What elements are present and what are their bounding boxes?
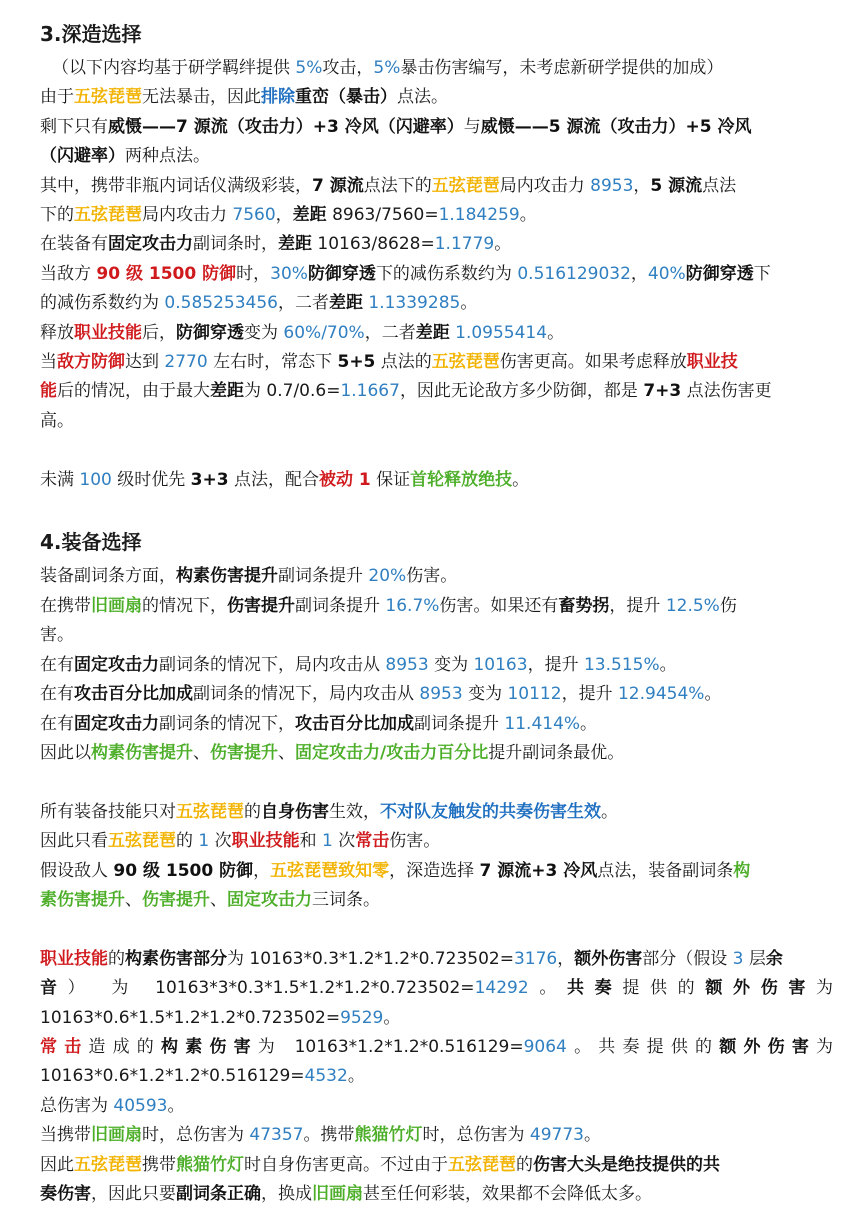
text-run: 、 (193, 742, 210, 763)
weapon-name: 五弦琵琶致知零 (270, 860, 390, 881)
text-run: ，二者 (364, 322, 416, 343)
bold-term: 5 源流 (650, 175, 703, 196)
text-run: 在装备有 (40, 234, 108, 255)
weapon-name: 五弦琵琶 (431, 352, 500, 373)
skill-highlight: 职业技能 (40, 948, 108, 969)
text-run: 暴击伤害编写，未考虑新研学提供的加成） (400, 58, 724, 78)
text-run: 。 (519, 205, 537, 226)
text-run: ，二者 (277, 293, 329, 314)
text-run: 因此以 (40, 742, 91, 763)
weapon-name: 五弦琵琶 (431, 175, 500, 196)
text-run: 为 10163*0.3*1.2*1.2*0.723502= (227, 948, 514, 969)
value-highlight: 3176 (513, 948, 558, 969)
text-run: 10163*0.6*1.2*1.2*0.516129= (40, 1066, 305, 1087)
text-line (40, 827, 833, 856)
text-run: 和 (299, 831, 323, 852)
weapon-name: 五弦琵琶 (448, 1154, 516, 1175)
text-run: 点法，装备副词条 (597, 860, 734, 881)
text-run: 。携带 (303, 1125, 355, 1146)
text-line (40, 1151, 833, 1180)
value-highlight: 9064 (523, 1036, 567, 1057)
text-run: ， (633, 175, 651, 196)
note-highlight: 排除 (261, 87, 295, 108)
bold-term: 防御穿透 (685, 263, 754, 284)
text-run: 在有 (40, 684, 74, 705)
text-run: 次 (332, 831, 356, 852)
bold-term: 差距 (292, 205, 327, 226)
text-line (40, 798, 833, 827)
item-highlight: 伤害提升 (210, 742, 278, 763)
text-line (40, 289, 833, 318)
text-run: 的 (108, 948, 125, 969)
note-highlight: 不对队友触发的共奏伤害生效 (380, 801, 601, 822)
text-line (40, 886, 833, 915)
item-highlight: 伤害提升 (142, 889, 210, 910)
bold-term: 额外伤害 (574, 948, 643, 969)
text-run: 点法伤害更 (681, 381, 772, 402)
text-run: 点法下的 (363, 175, 432, 196)
text-line (40, 562, 833, 591)
item-highlight: 固定攻击力 (227, 889, 312, 910)
text-run: ，因此只要 (91, 1183, 176, 1204)
skill-highlight: 职业技能 (74, 322, 142, 343)
skill-highlight: 常击 (40, 1036, 89, 1057)
text-line (40, 680, 833, 709)
text-run: 。 (347, 1066, 365, 1087)
text-run: 为 0.7/0.6= (244, 381, 341, 402)
text-run: 伤害更高。如果考虑释放 (499, 352, 687, 373)
text-line (40, 945, 833, 974)
text-run: ，提升 (527, 654, 584, 675)
text-run: 次 (209, 831, 232, 852)
weapon-name: 五弦琵琶 (108, 831, 176, 852)
value-highlight: 12.9454% (617, 684, 705, 705)
text-run: 副词条时， (193, 234, 278, 255)
text-run: 攻击， (322, 58, 374, 78)
value-highlight: 3 (732, 948, 744, 969)
text-line (40, 1180, 833, 1209)
weapon-name: 五弦琵琶 (74, 205, 142, 226)
bold-term: 伤害提升 (227, 595, 295, 616)
text-run: 与 (463, 116, 481, 137)
text-line (40, 710, 833, 739)
text-run: ，提升 (561, 684, 618, 705)
skill-highlight: 职业技 (686, 352, 738, 373)
text-run: 。 (494, 234, 512, 255)
text-line (40, 201, 833, 230)
text-run: 下 (753, 263, 771, 284)
text-run: ， (630, 263, 648, 284)
text-run: 伤害。如果还有 (439, 595, 559, 616)
text-run: 时， (236, 263, 271, 284)
text-run: 生效， (329, 801, 380, 822)
section-body-deep-study (40, 54, 833, 524)
text-run: 点法，配合 (228, 469, 319, 490)
skill-highlight: 常击 (355, 831, 390, 852)
text-run: 后的情况，由于最大 (57, 381, 210, 402)
text-run: 的 (244, 801, 261, 822)
text-run: 装备副词条方面， (40, 566, 176, 587)
text-run: 剩下只有 (40, 116, 108, 137)
skill-highlight: 被动 1 (318, 469, 371, 490)
text-line (40, 1092, 833, 1121)
text-line (40, 113, 833, 142)
value-highlight: 1.1779 (434, 234, 495, 255)
value-highlight: 47357 (249, 1125, 304, 1146)
text-line (40, 1004, 833, 1033)
value-highlight: 20% (368, 566, 407, 587)
text-run: 下的减伤系数约为 (375, 263, 518, 284)
item-highlight: 固定攻击力/攻击力百分比 (295, 742, 489, 763)
text-line (40, 260, 833, 289)
text-run: 。 (704, 684, 722, 705)
bold-term: 奏伤害 (40, 1183, 91, 1204)
text-run: 左右时，常态下 (207, 352, 338, 373)
text-run: 为 (816, 1036, 834, 1057)
bold-term: 伤害大头是绝技提供的共 (533, 1154, 720, 1175)
blank-line (40, 915, 833, 944)
text-run: 伤害。 (406, 566, 458, 587)
value-highlight: 10163 (473, 654, 528, 675)
value-highlight: 7560 (232, 205, 276, 226)
item-highlight: 构素伤害提升 (91, 742, 193, 763)
text-run: ，因此无论敌方多少防御，都是 (399, 381, 644, 402)
text-run: 在有 (40, 713, 74, 734)
text-run: ，换成 (261, 1183, 312, 1204)
value-highlight: 8953 (385, 654, 429, 675)
text-run: 。 (580, 713, 598, 734)
text-run: 点法 (702, 175, 737, 196)
text-run: 当敌方 (40, 263, 97, 284)
text-run: 、 (278, 742, 295, 763)
bold-term: 威慑——5 源流（攻击力）+5 冷风 (480, 116, 752, 137)
value-highlight: 8953 (419, 684, 463, 705)
text-line (40, 1033, 833, 1062)
value-highlight: 10112 (507, 684, 562, 705)
text-run: 时自身伤害更高。不过由于 (244, 1154, 448, 1175)
text-line (40, 621, 833, 650)
text-run: 伤 (719, 595, 737, 616)
blank-line (40, 768, 833, 797)
text-run: 副词条的情况下， (159, 713, 295, 734)
text-run: ， (557, 948, 575, 969)
text-run: 。 (601, 801, 618, 822)
section-body-equipment (40, 562, 833, 1209)
text-run: 释放 (40, 322, 74, 343)
value-highlight: 1.0955414 (455, 322, 548, 343)
text-run: 变为 (428, 654, 474, 675)
value-highlight: 30% (270, 263, 308, 284)
text-run: 两种点法。 (125, 146, 210, 167)
bold-term: 构素伤害 (161, 1036, 258, 1057)
bold-term: 共奏 (567, 978, 623, 999)
text-run: 所有装备技能只对 (40, 801, 176, 822)
bold-term: 差距 (328, 293, 363, 314)
bold-term: 差距 (415, 322, 450, 343)
value-highlight: 1.1667 (340, 381, 400, 402)
text-run: 。 (528, 978, 567, 999)
section-heading-equipment: 4.装备选择 (40, 530, 142, 555)
bold-term: 攻击百分比加成 (74, 684, 193, 705)
text-line (40, 377, 833, 406)
text-run: 级时优先 (111, 469, 191, 490)
bold-term: 自身伤害 (261, 801, 329, 822)
text-line (40, 1121, 833, 1150)
weapon-name: 五弦琵琶 (74, 1154, 142, 1175)
value-highlight: 40593 (113, 1095, 168, 1116)
bold-term: 7+3 (643, 381, 682, 402)
text-line (40, 83, 833, 112)
item-highlight: 旧画扇 (91, 1125, 142, 1146)
text-run: 。 (547, 322, 565, 343)
item-highlight: 熊猫竹灯 (176, 1154, 244, 1175)
bold-term: 3+3 (190, 469, 229, 490)
text-run: 当携带 (40, 1125, 91, 1146)
bold-term: 7 源流 (312, 175, 364, 196)
value-highlight: 12.5% (665, 595, 720, 616)
skill-highlight: 敌方防御 (57, 352, 125, 373)
value-highlight: 5% (295, 58, 323, 78)
text-line (40, 739, 833, 768)
value-highlight: 60%/70% (283, 322, 365, 343)
text-run: 、 (125, 889, 142, 910)
value-highlight: 0.585253456 (164, 293, 278, 314)
item-highlight: 旧画扇 (91, 595, 142, 616)
text-run: 在有 (40, 654, 74, 675)
value-highlight: 100 (79, 469, 112, 490)
text-run: 为 (816, 978, 834, 999)
weapon-name: 五弦琵琶 (176, 801, 244, 822)
text-run: 下的 (40, 205, 74, 226)
bold-term: 防御穿透 (176, 322, 244, 343)
text-line (40, 1062, 833, 1091)
skill-highlight: 90 级 1500 防御 (96, 263, 237, 284)
bold-term: 7 源流+3 冷风 (479, 860, 598, 881)
text-line (40, 172, 833, 201)
text-run: 提升副词条最优。 (488, 742, 625, 763)
bold-term: 攻击百分比加成 (295, 713, 414, 734)
item-highlight: 首轮释放绝技 (410, 469, 513, 490)
text-run: 后， (142, 322, 176, 343)
text-run: 时，总伤害为 (142, 1125, 250, 1146)
text-run: 副词条提升 (414, 713, 505, 734)
value-highlight: 1.1339285 (368, 293, 461, 314)
text-run: 。 (584, 1125, 601, 1146)
text-run: 、 (210, 889, 227, 910)
bold-term: 5+5 (337, 352, 376, 373)
blank-line (40, 436, 833, 465)
text-run: ，提升 (609, 595, 666, 616)
text-run: 假设敌人 (40, 860, 114, 881)
value-highlight: 9529 (340, 1007, 384, 1028)
text-run: 高。 (40, 410, 74, 431)
text-line (40, 142, 833, 171)
text-run: 。 (167, 1095, 185, 1116)
value-highlight: 16.7% (385, 595, 440, 616)
item-highlight: 素伤害提升 (40, 889, 125, 910)
text-run: 。 (659, 654, 677, 675)
value-highlight: 1.184259 (438, 205, 520, 226)
bold-term: 余 (765, 948, 783, 969)
value-highlight: 49773 (529, 1125, 584, 1146)
text-run: 因此只看 (40, 831, 108, 852)
text-run: 。 (383, 1007, 401, 1028)
text-run: 10163*0.6*1.5*1.2*1.2*0.723502= (40, 1007, 341, 1028)
item-highlight: 构 (733, 860, 751, 881)
text-run: 其中，携带非瓶内词话仪满级彩装， (40, 175, 312, 196)
text-line (40, 974, 833, 1003)
bold-term: 畜势拐 (558, 595, 610, 616)
bold-term: 固定攻击力 (108, 234, 193, 255)
text-run: 伤害。 (389, 831, 441, 852)
value-highlight: 40% (647, 263, 686, 284)
text-run: 点法的 (375, 352, 432, 373)
text-run: 变为 (462, 684, 508, 705)
text-run: 时，总伤害为 (422, 1125, 530, 1146)
value-highlight: 5% (373, 58, 401, 78)
bold-term: 构素伤害提升 (176, 566, 278, 587)
bold-term: 防御穿透 (307, 263, 376, 284)
text-run: 因此 (40, 1154, 74, 1175)
text-line (40, 348, 833, 377)
text-run: ） 为 10163*3*0.3*1.5*1.2*1.2*0.723502= (67, 978, 475, 999)
value-highlight: 4532 (304, 1066, 348, 1087)
text-run: 由于 (40, 87, 74, 108)
item-highlight: 熊猫竹灯 (354, 1125, 423, 1146)
text-run: 害。 (40, 625, 74, 646)
text-line (40, 54, 833, 83)
text-line (40, 466, 833, 495)
text-run: 的 (176, 831, 199, 852)
bold-term: 重峦（暴击） (295, 87, 397, 108)
text-run: 。 (512, 469, 530, 490)
bold-term: 90 级 1500 防御 (113, 860, 254, 881)
text-run: 的 (516, 1154, 533, 1175)
section-heading-deep-study: 3.深造选择 (40, 22, 142, 46)
text-line (40, 407, 833, 436)
text-run: 达到 (125, 352, 165, 373)
text-run: 。 (460, 293, 478, 314)
text-run: 提供的 (622, 978, 706, 999)
value-highlight: 1 (198, 831, 210, 852)
text-run: 无法暴击，因此 (142, 87, 261, 108)
text-run: 的情况下， (142, 595, 227, 616)
text-run: 造成的 (88, 1036, 161, 1057)
text-line (40, 651, 833, 680)
value-highlight: 14292 (474, 978, 529, 999)
text-run: 的减伤系数约为 (40, 293, 165, 314)
text-run: 副词条的情况下，局内攻击从 (193, 684, 420, 705)
blank-line (40, 495, 833, 524)
bold-term: （闪避率） (40, 146, 125, 167)
text-run: 当 (40, 352, 57, 373)
text-run: 总伤害为 (40, 1095, 114, 1116)
text-run: ， (253, 860, 271, 881)
text-run: 甚至任何彩装，效果都不会降低太多。 (363, 1183, 652, 1204)
bold-term: 固定攻击力 (74, 654, 159, 675)
text-run: （以下内容均基于研学羁绊提供 (52, 58, 296, 78)
text-run: ， (275, 205, 293, 226)
bold-term: 副词条正确 (176, 1183, 261, 1204)
text-run: 局内攻击力 (142, 205, 233, 226)
text-run: 点法。 (397, 87, 448, 108)
bold-term: 差距 (278, 234, 312, 255)
text-run: 为 10163*1.2*1.2*0.516129= (257, 1036, 524, 1057)
text-run: 副词条的情况下，局内攻击从 (159, 654, 386, 675)
skill-highlight: 能 (40, 381, 57, 402)
text-run: 层 (743, 948, 766, 969)
text-run: 副词条提升 (278, 566, 369, 587)
text-line (40, 857, 833, 886)
text-run: 携带 (142, 1154, 176, 1175)
bold-term: 额外伤害 (719, 1036, 817, 1057)
bold-term: 威慑——7 源流（攻击力）+3 冷风（闪避率） (108, 116, 464, 137)
skill-highlight: 职业技能 (231, 831, 300, 852)
text-run: 变为 (244, 322, 284, 343)
text-run: 局内攻击力 (499, 175, 591, 196)
value-highlight: 2770 (164, 352, 208, 373)
text-run: 10163/8628= (312, 234, 435, 255)
value-highlight: 0.516129032 (517, 263, 631, 284)
weapon-name: 五弦琵琶 (74, 87, 142, 108)
text-run: 未满 (40, 469, 80, 490)
text-line (40, 319, 833, 348)
bold-term: 固定攻击力 (74, 713, 159, 734)
item-highlight: 旧画扇 (312, 1183, 363, 1204)
value-highlight: 11.414% (504, 713, 581, 734)
value-highlight: 1 (322, 831, 333, 852)
text-run: 保证 (370, 469, 411, 490)
value-highlight: 8953 (590, 175, 634, 196)
bold-term: 额外伤害 (705, 978, 817, 999)
bold-term: 音 (40, 978, 68, 999)
text-line (40, 230, 833, 259)
text-run: 副词条提升 (295, 595, 386, 616)
value-highlight: 13.515% (583, 654, 660, 675)
bold-term: 差距 (210, 381, 244, 402)
text-run: 在携带 (40, 595, 91, 616)
text-line (40, 592, 833, 621)
text-run: 部分（假设 (642, 948, 733, 969)
text-run: 三词条。 (312, 889, 380, 910)
text-run: 8963/7560= (326, 205, 439, 226)
text-run: ，深造选择 (389, 860, 480, 881)
text-run: 。共奏提供的 (566, 1036, 720, 1057)
bold-term: 构素伤害部分 (125, 948, 227, 969)
